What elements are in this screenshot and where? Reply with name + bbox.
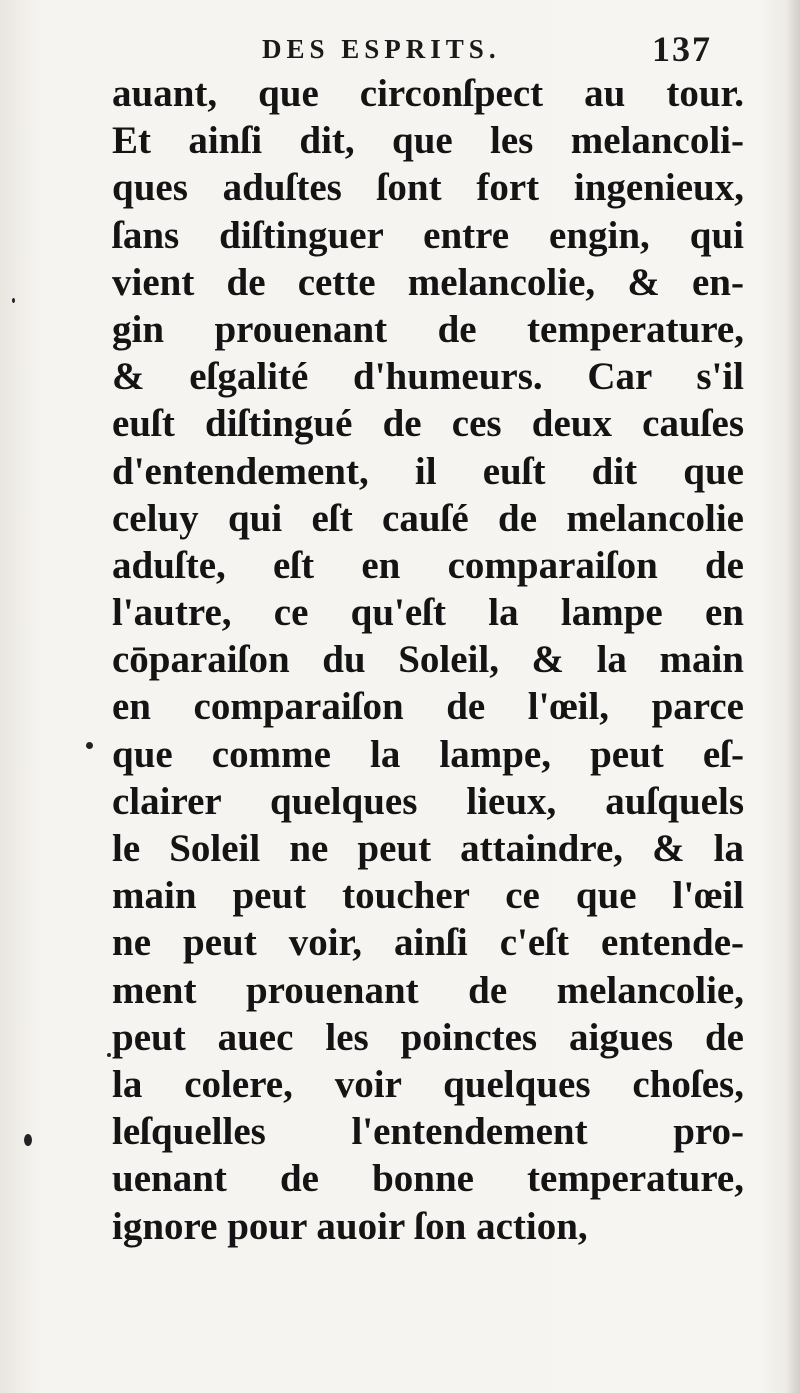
text-line: leſquelles l'entendement pro- (112, 1110, 744, 1154)
text-line: vient de cette melancolie, & en- (112, 260, 744, 304)
text-line: & eſgalité d'humeurs. Car s'il (112, 355, 744, 399)
text-line: gin prouenant de temperature, (112, 307, 744, 351)
text-line: peut auec les poinctes aigues de (112, 1015, 744, 1059)
text-line: main peut toucher ce que l'œil (112, 874, 744, 918)
text-line: que comme la lampe, peut eſ- (112, 732, 744, 776)
text-line: le Soleil ne peut attaindre, & la (112, 827, 744, 870)
text-line: celuy qui eſt cauſé de melancolie (112, 496, 744, 540)
text-line: Et ainſi dit, que les melancoli- (112, 119, 744, 163)
ink-speck (107, 1053, 111, 1057)
running-title: DES ESPRITS. (262, 34, 501, 64)
text-line: la colere, voir quelques choſes, (112, 1062, 744, 1106)
ink-speck (86, 742, 93, 749)
ink-speck (12, 298, 15, 303)
text-line: uenant de bonne temperature, (112, 1157, 744, 1201)
text-line: euſt diſtingué de ces deux cauſes (112, 402, 744, 446)
body-text (112, 70, 744, 1250)
page-edge-shadow (786, 0, 800, 1393)
text-line: cōparaiſon du Soleil, & la main (112, 638, 744, 682)
text-line: aduſte, eſt en comparaiſon de (112, 543, 744, 587)
text-line: ment prouenant de melancolie, (112, 968, 744, 1012)
text-line: clairer quelques lieux, auſquels (112, 779, 744, 823)
text-line: d'entendement, il euſt dit que (112, 449, 744, 493)
text-line: l'autre, ce qu'eſt la lampe en (112, 591, 744, 635)
text-line: ſans diſtinguer entre engin, qui (112, 213, 744, 257)
text-line: en comparaiſon de l'œil, parce (112, 685, 744, 729)
text-line: ques aduſtes ſont fort ingenieux, (112, 166, 744, 210)
text-line: ne peut voir, ainſi c'eſt entende- (112, 921, 744, 965)
ink-speck (24, 1134, 32, 1146)
text-line: auant, que circonſpect au tour. (112, 72, 744, 115)
page-number: 137 (652, 29, 712, 69)
text-line: ignore pour auoir ſon action, (112, 1204, 588, 1248)
